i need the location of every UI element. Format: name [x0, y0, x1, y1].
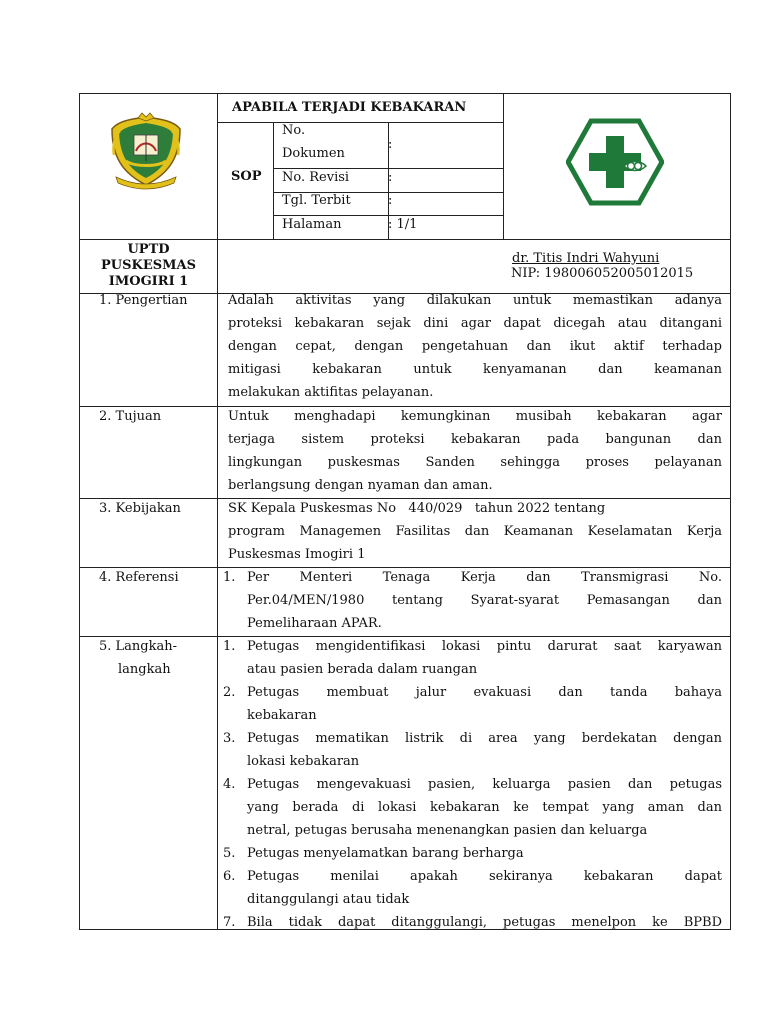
field-value-no-revisi: : [388, 170, 393, 185]
regency-crest-logo [106, 111, 186, 193]
section-label-tujuan: 2. Tujuan [99, 409, 162, 424]
section-label-pengertian: 1. Pengertian [99, 293, 188, 308]
list-number: 5. [223, 846, 236, 861]
sop-document [79, 93, 731, 930]
paragraph-line: SK Kepala Puskesmas No 440/029 tahun 2022 tentang [228, 501, 606, 516]
list-number: 6. [223, 869, 236, 884]
list-item-line: Pemeliharaan APAR. [247, 616, 382, 631]
institution-name: PUSKESMAS [101, 258, 196, 273]
signatory-nip: NIP: 198006052005012015 [511, 266, 694, 281]
section-label-referensi: 4. Referensi [99, 570, 179, 585]
list-item-line: Petugas membuat jalur evakuasi dan tanda bahaya [247, 685, 722, 700]
list-item-line: Bila tidak dapat ditanggulangi, petugas menelpon ke BPBD [247, 915, 722, 930]
list-item-line: yang berada di lokasi kebakaran ke tempat yang aman dan [247, 800, 722, 815]
paragraph-line: melakukan aktifitas pelayanan. [228, 385, 434, 400]
divider [80, 567, 730, 568]
field-value-tgl-terbit: : [388, 193, 393, 208]
divider [273, 215, 503, 216]
divider [217, 122, 503, 123]
divider [273, 168, 503, 169]
signatory-name: dr. Titis Indri Wahyuni [512, 251, 660, 266]
paragraph-line: terjaga sistem proteksi kebakaran pada bangunan dan [228, 432, 722, 447]
paragraph-line: Untuk menghadapi kemungkinan musibah kebakaran agar [228, 409, 722, 424]
sop-label: SOP [231, 169, 262, 184]
divider [80, 406, 730, 407]
list-item-line: atau pasien berada dalam ruangan [247, 662, 478, 677]
institution-name: UPTD [127, 242, 170, 257]
list-item-line: Petugas mematikan listrik di area yang berdekatan dengan [247, 731, 722, 746]
divider [273, 122, 274, 239]
divider [80, 239, 730, 240]
list-item-line: kebakaran [247, 708, 317, 723]
list-number: 4. [223, 777, 236, 792]
paragraph-line: berlangsung dengan nyaman dan aman. [228, 478, 493, 493]
list-item-line: Per Menteri Tenaga Kerja dan Transmigrasi No. [247, 570, 722, 585]
list-number: 2. [223, 685, 236, 700]
divider [80, 498, 730, 499]
paragraph-line: mitigasi kebakaran untuk kenyamanan dan keamanan [228, 362, 722, 377]
list-number: 7. [223, 915, 236, 930]
list-number: 3. [223, 731, 236, 746]
field-label-tgl-terbit: Tgl. Terbit [282, 193, 351, 208]
list-item-line: Petugas menyelamatkan barang berharga [247, 846, 524, 861]
field-label-halaman: Halaman [282, 217, 342, 232]
puskesmas-cross-logo [566, 118, 664, 206]
divider [80, 636, 730, 637]
list-item-line: ditanggulangi atau tidak [247, 892, 410, 907]
list-item-line: Petugas mengevakuasi pasien, keluarga pasien dan petugas [247, 777, 722, 792]
divider [217, 94, 218, 930]
paragraph-line: proteksi kebakaran sejak dini agar dapat dicegah atau ditangani [228, 316, 722, 331]
list-item-line: netral, petugas berusaha menenangkan pasien dan keluarga [247, 823, 648, 838]
section-label-langkah: langkah [118, 662, 171, 677]
paragraph-line: program Managemen Fasilitas dan Keamanan Keselamatan Kerja [228, 524, 722, 539]
section-label-kebijakan: 3. Kebijakan [99, 501, 181, 516]
field-label-no-dokumen: Dokumen [282, 146, 345, 161]
divider [503, 94, 504, 239]
field-label-no-revisi: No. Revisi [282, 170, 350, 185]
paragraph-line: Adalah aktivitas yang dilakukan untuk memastikan adanya [228, 293, 722, 308]
paragraph-line: Puskesmas Imogiri 1 [228, 547, 366, 562]
field-label-no-dokumen: No. [282, 123, 306, 138]
list-item-line: Petugas menilai apakah sekiranya kebakaran dapat [247, 869, 722, 884]
institution-name: IMOGIRI 1 [108, 274, 189, 289]
section-label-langkah: 5. Langkah- [99, 639, 178, 654]
list-number: 1. [223, 639, 236, 654]
list-item-line: Petugas mengidentifikasi lokasi pintu darurat saat karyawan [247, 639, 722, 654]
paragraph-line: dengan cepat, dengan pengetahuan dan ikut aktif terhadap [228, 339, 722, 354]
list-item-line: lokasi kebakaran [247, 754, 360, 769]
list-item-line: Per.04/MEN/1980 tentang Syarat-syarat Pemasangan dan [247, 593, 722, 608]
field-value-no-dokumen: : [388, 137, 393, 152]
field-value-halaman: : 1/1 [388, 217, 418, 232]
list-number: 1. [223, 570, 236, 585]
paragraph-line: lingkungan puskesmas Sanden sehingga proses pelayanan [228, 455, 722, 470]
document-title: APABILA TERJADI KEBAKARAN [232, 100, 467, 115]
